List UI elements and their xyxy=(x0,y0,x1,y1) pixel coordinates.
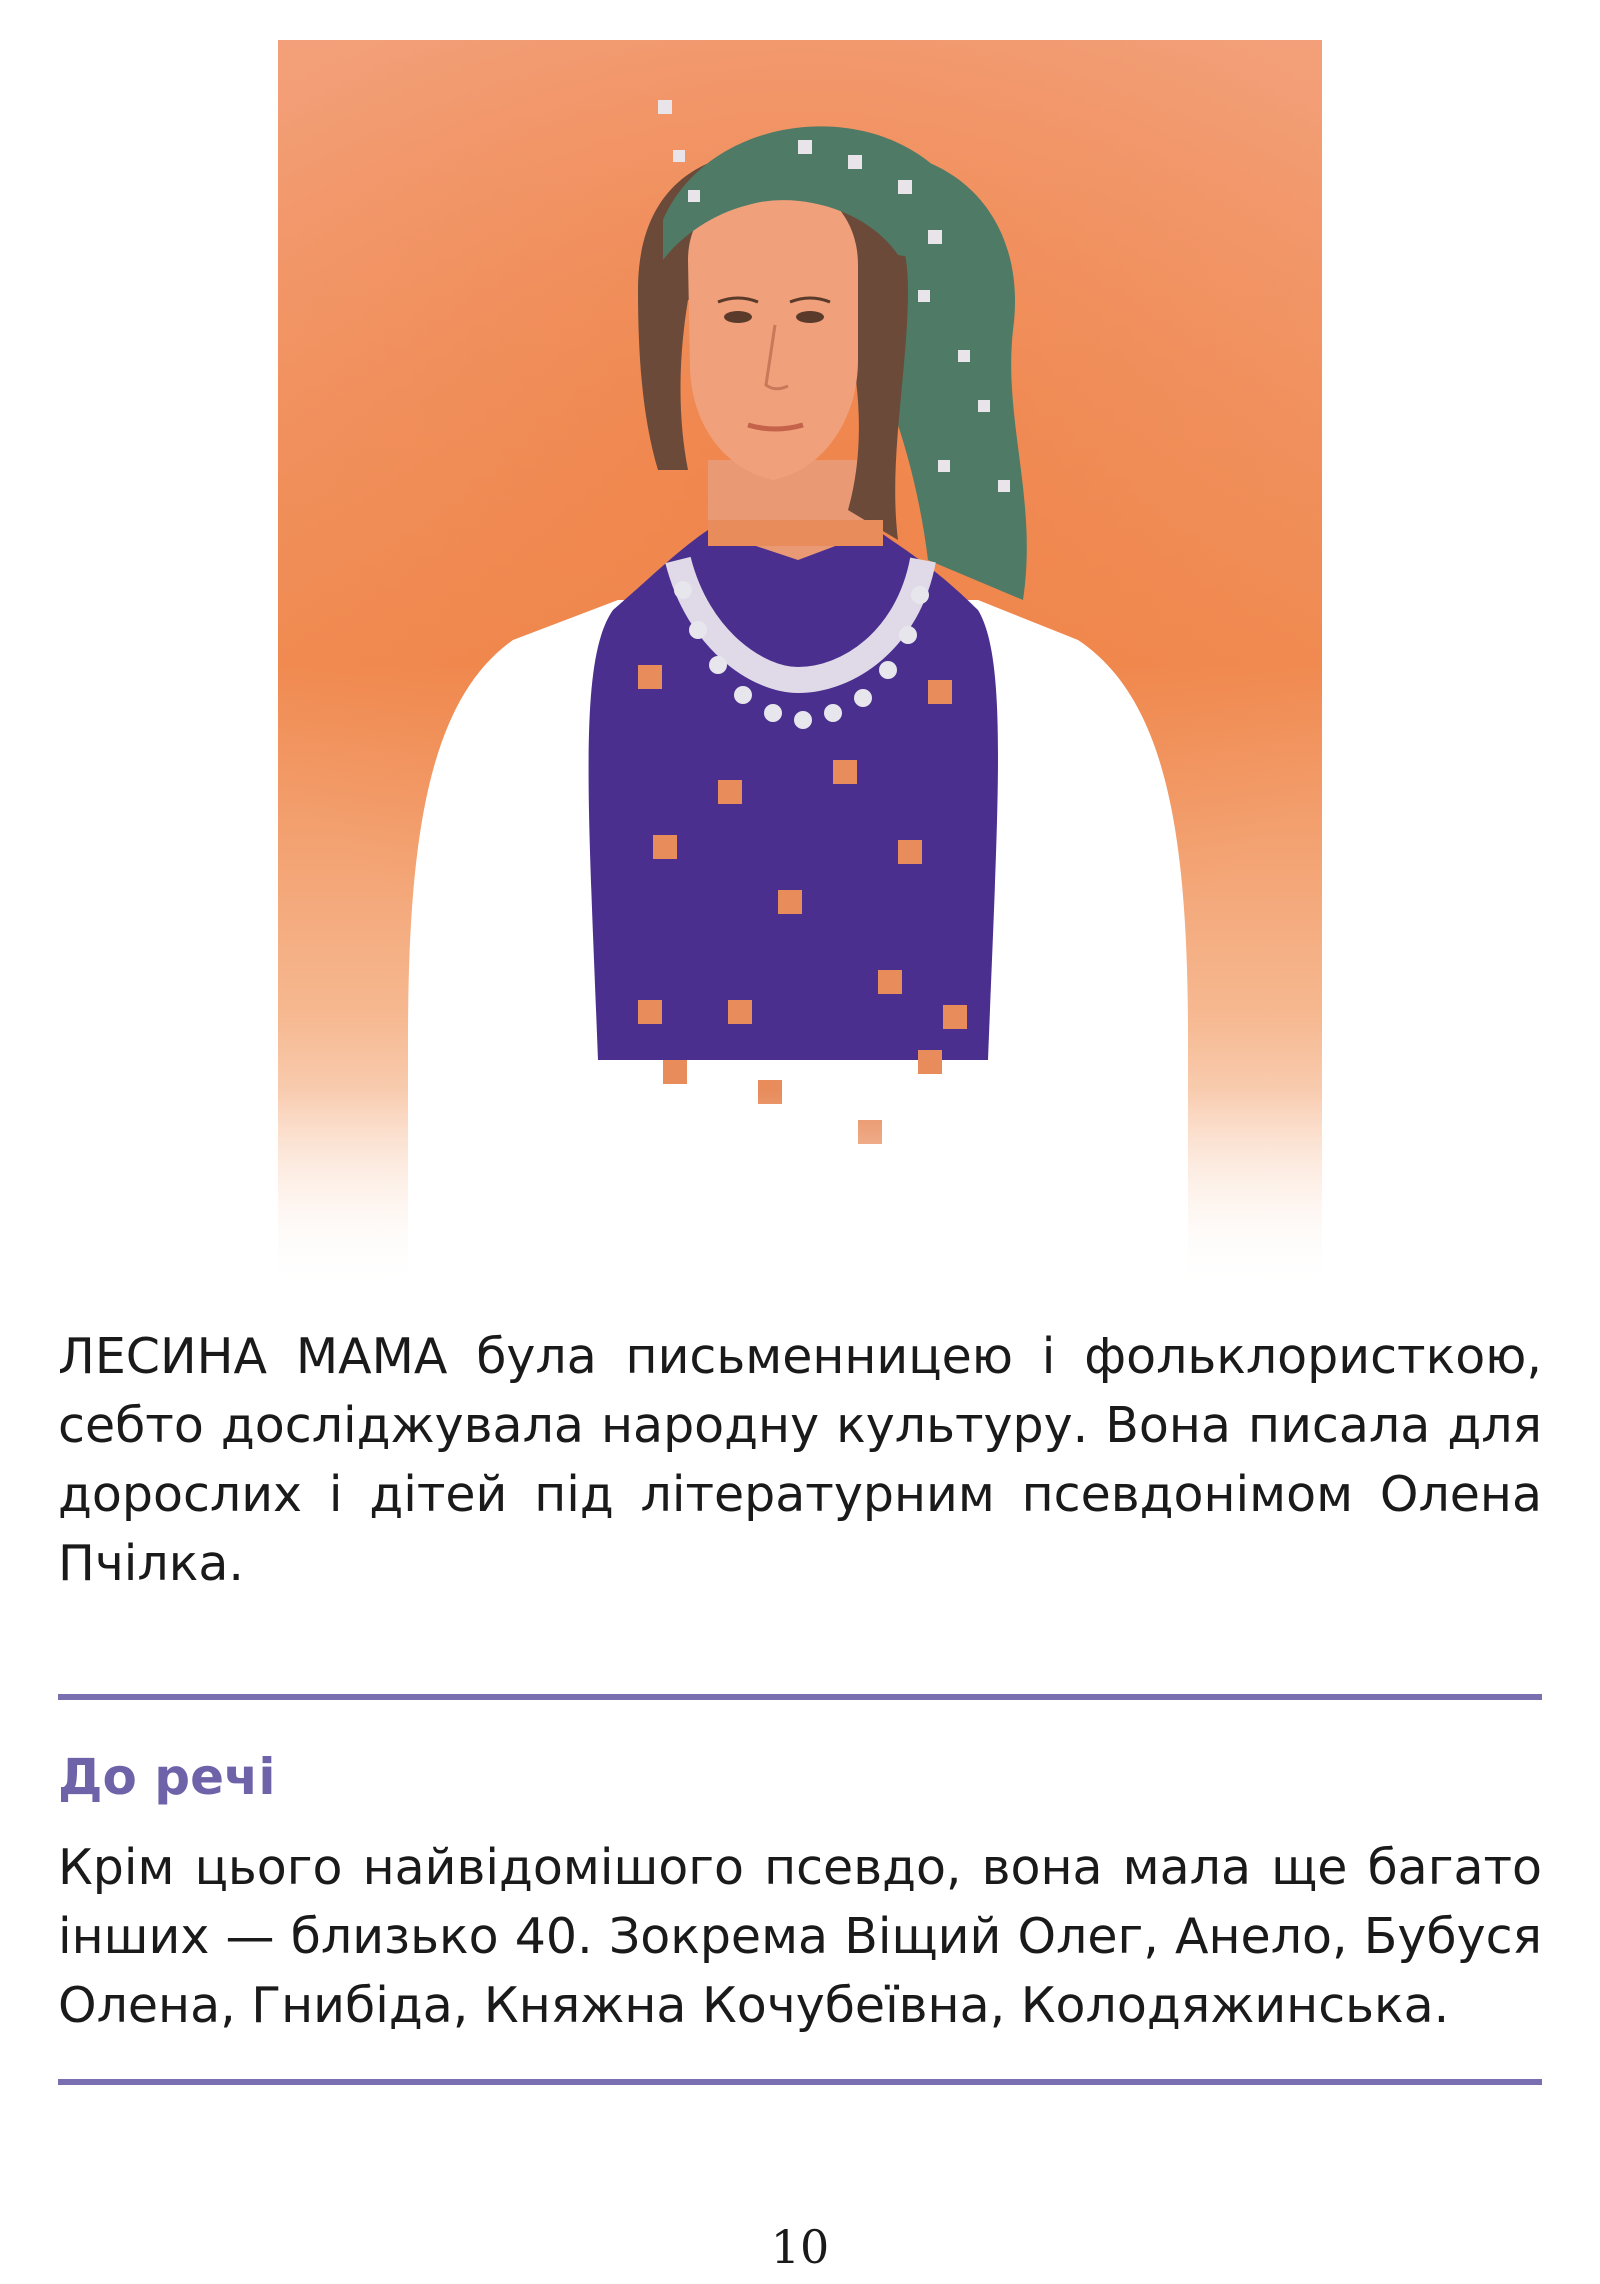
aside-title: До речі xyxy=(58,1748,276,1806)
aside-bottom-divider xyxy=(58,2079,1542,2085)
page-number: 10 xyxy=(770,2220,830,2274)
main-paragraph: ЛЕСИНА МАМА була письменницею і фольклористкою, себто досліджувала народну культуру. Вона писала для дорослих і дітей під літературним псевдонімом Олена Пчілка. xyxy=(58,1328,1542,1592)
portrait-illustration xyxy=(278,40,1322,1290)
aside-top-divider xyxy=(58,1694,1542,1700)
portrait-illustration-icon xyxy=(278,40,1322,1290)
aside-paragraph: Крім цього найвідомішого псевдо, вона мала ще багато інших — близько 40. Зокрема Віщий Олег, Анело, Бубуся Олена, Гнибіда, Княжна Кочубеївна, Колодяжинська. xyxy=(58,1839,1542,2034)
